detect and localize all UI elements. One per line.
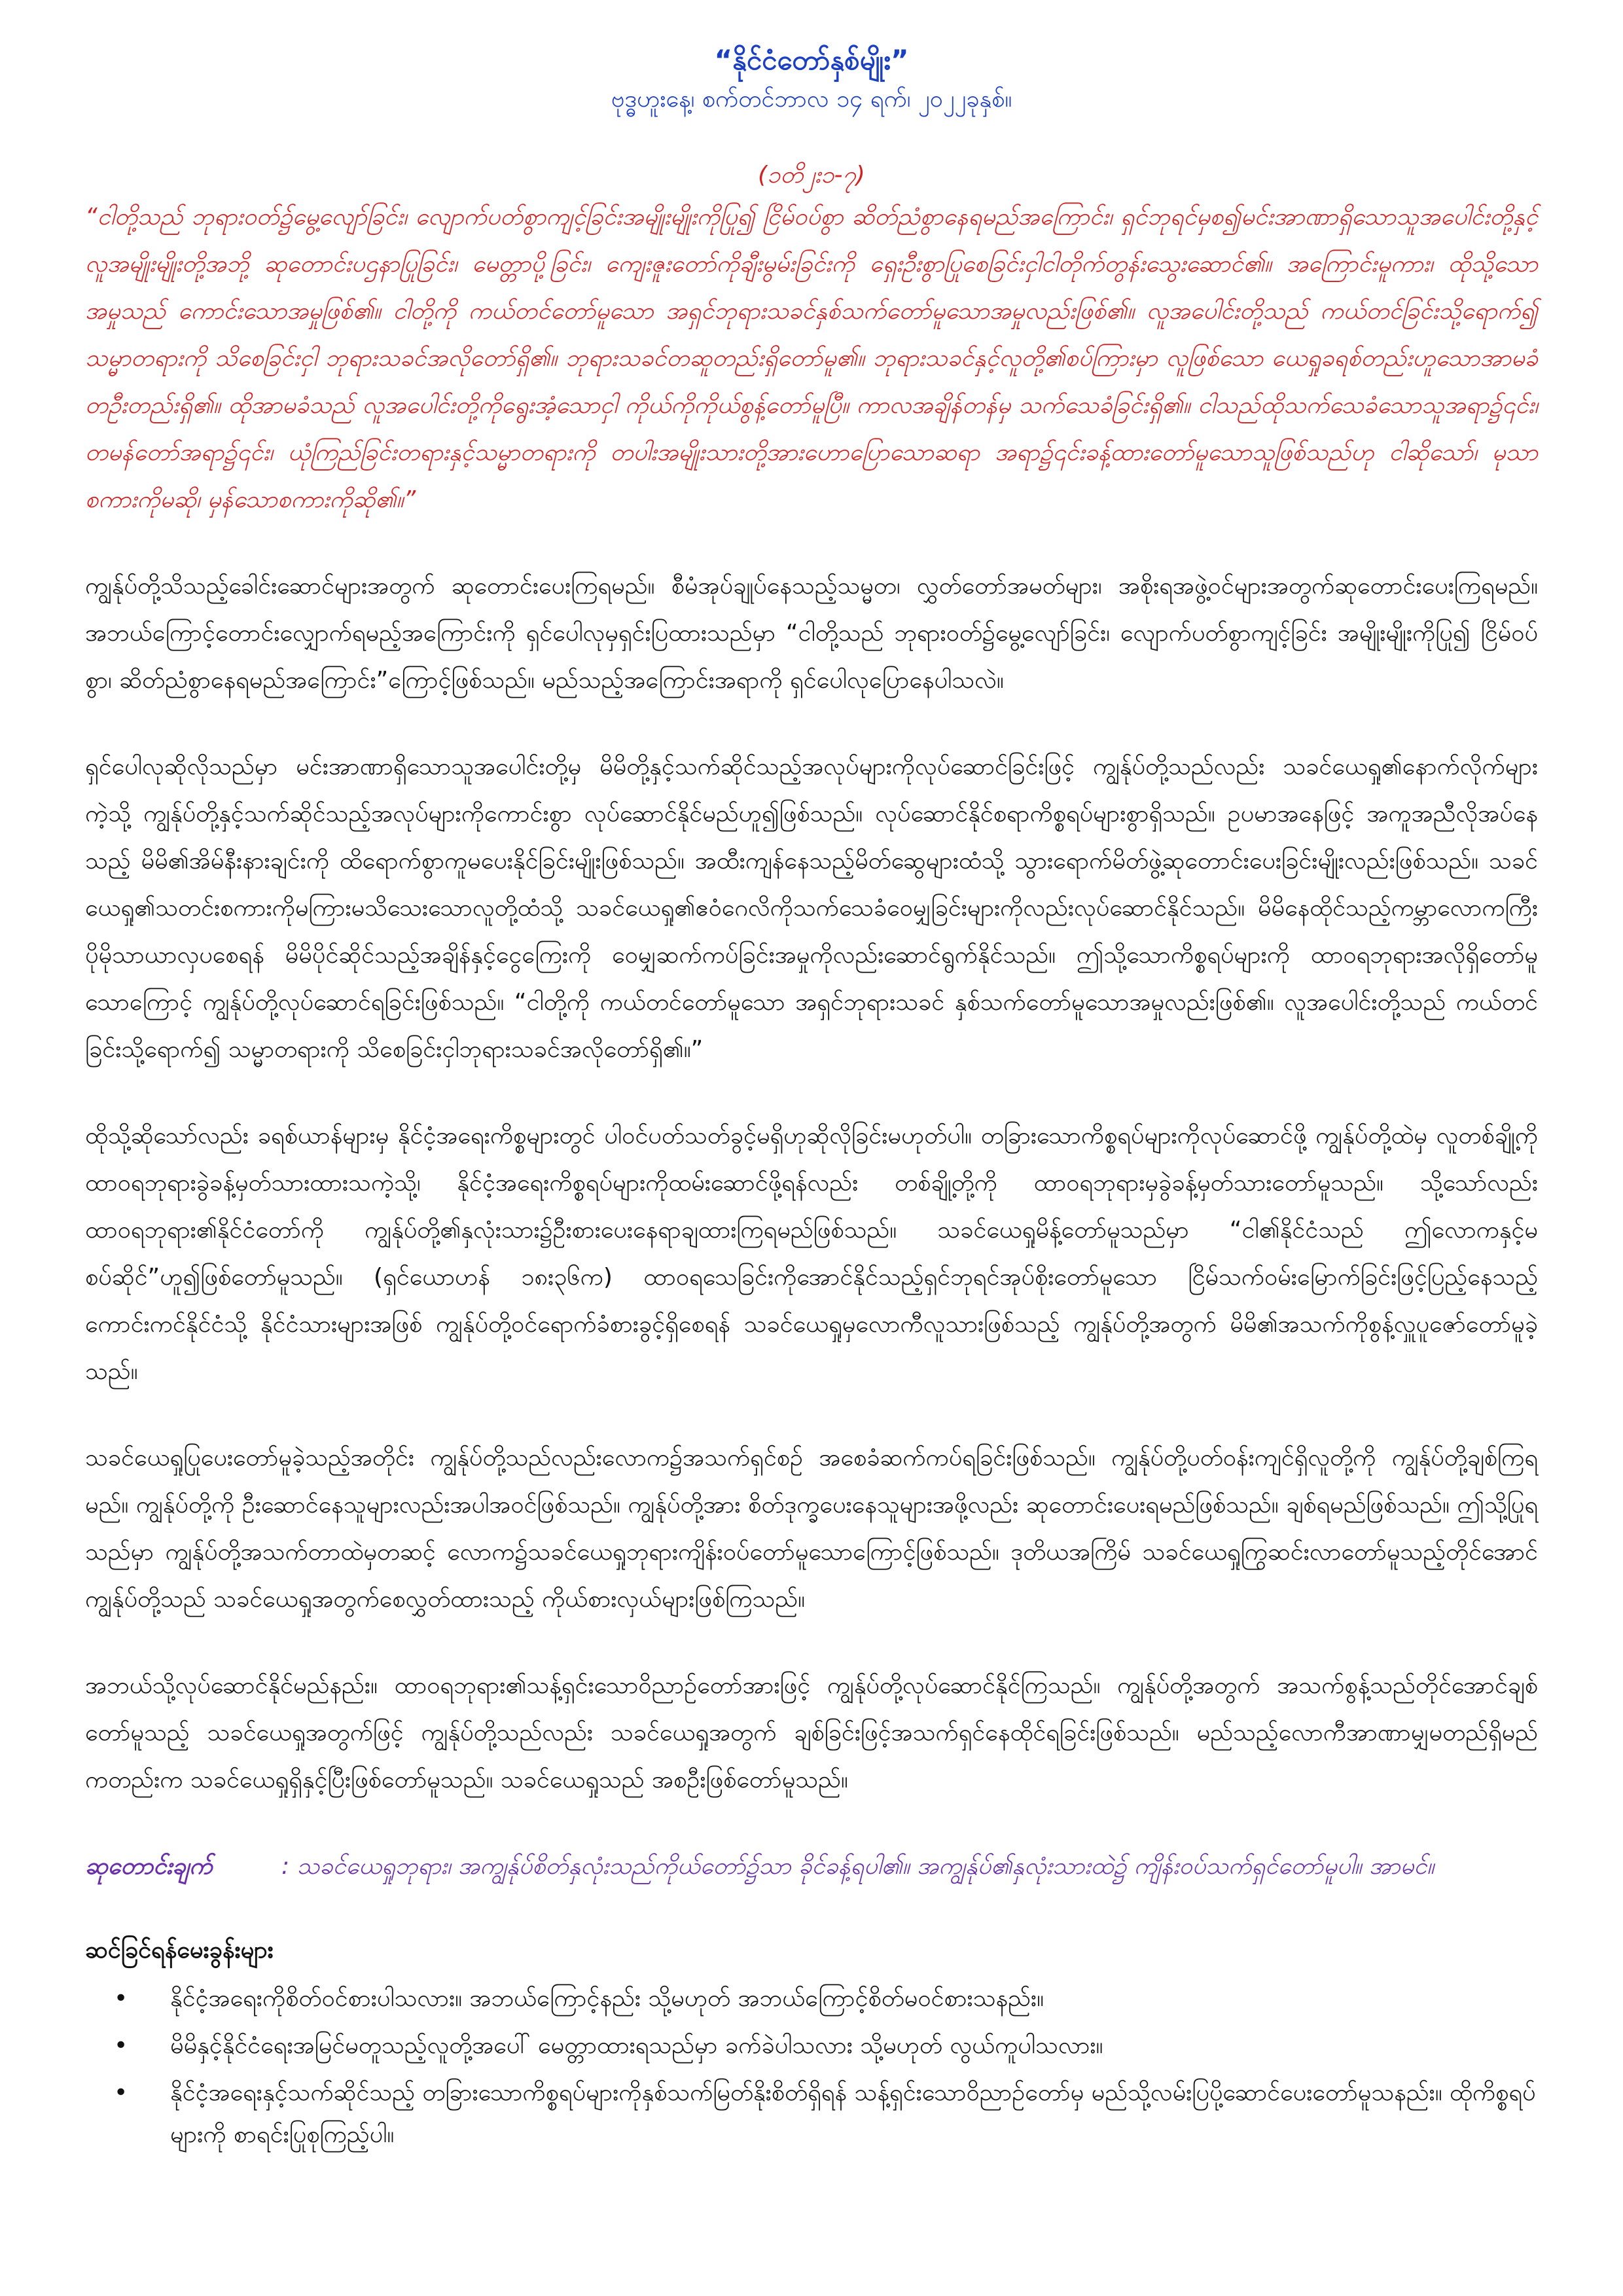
question-text: မိမိနှင့်နိုင်ငံရေးအမြင်မတူသည့်လူတို့အပေါ် မေတ္တာထားရသည်မှာ ခက်ခဲပါသလား သို့မဟုတ် လွယ်ကူပါသလား။ — [170, 2032, 1103, 2059]
question-text: နိုင်ငံ့အရေးနှင့်သက်ဆိုင်သည့် တခြားသောကိစ္စရပ်များကိုနှစ်သက်မြတ်နိုးစိတ်ရှိရန် သန့်ရှင်းသောဝိညာဉ်တော်မှ မည်သို့လမ်းပြပို့ဆောင်ပေးတော်မူသနည်း။ ထိုကိစ္စရပ်များကို စာရင်းပြုစုကြည့်ပါ။ — [170, 2079, 1536, 2148]
question-text: နိုင်ငံ့အရေးကိုစိတ်ဝင်စားပါသလား။ အဘယ်ကြောင့်နည်း သို့မဟုတ် အဘယ်ကြောင့်စိတ်မဝင်စားသနည်း။ — [170, 1985, 1044, 2012]
bullet-icon: • — [114, 1985, 128, 2012]
list-item — [85, 2072, 1538, 2156]
bullet-icon: • — [114, 2032, 128, 2059]
body-paragraph-4: သခင်ယေရှုပြုပေးတော်မူခဲ့သည့်အတိုင်း ကျွန်ုပ်တို့သည်လည်းလောက၌အသက်ရှင်စဉ် အစေခံဆက်ကပ်ရခြင်းဖြစ်သည်။ ကျွန်ုပ်တို့ပတ်ဝန်းကျင်ရှိလူတို့ကို ကျွန်ုပ်တို့ချစ်ကြရမည်။ ကျွန်ုပ်တို့ကို ဦးဆောင်နေသူများလည်းအပါအဝင်ဖြစ်သည်။ ကျွန်ုပ်တို့အား စိတ်ဒုက္ခပေးနေသူများအဖို့လည်း ဆုတောင်းပေးရမည်ဖြစ်သည်။ ချစ်ရမည်ဖြစ်သည်။ ဤသို့ပြုရသည်မှာ ကျွန်ုပ်တို့အသက်တာထဲမှတဆင့် လောက၌သခင်ယေရှုဘုရားကျိန်းဝပ်တော်မူသောကြောင့်ဖြစ်သည်။ ဒုတိယအကြိမ် သခင်ယေရှုကြွဆင်းလာတော်မူသည့်တိုင်အောင် ကျွန်ုပ်တို့သည် သခင်ယေရှုအတွက်စေလွှတ်ထားသည့် ကိုယ်စားလှယ်များဖြစ်ကြသည်။ — [85, 1444, 1538, 1613]
body-paragraph-1: ကျွန်ုပ်တို့သိသည့်ခေါင်းဆောင်များအတွက် ဆုတောင်းပေးကြရမည်။ စီမံအုပ်ချုပ်နေသည့်သမ္မတ၊ လွှတ်တော်အမတ်များ၊ အစိုးရအဖွဲ့ဝင်များအတွက်ဆုတောင်းပေးကြရမည်။ အဘယ်ကြောင့်တောင်းလျှောက်ရမည့်အကြောင်းကို ရှင်ပေါလုမှရှင်းပြထားသည်မှာ “ငါတို့သည် ဘုရားဝတ်၌မွေ့လျော်ခြင်း၊ လျောက်ပတ်စွာကျင့်ခြင်း အမျိုးမျိုးကိုပြု၍ ငြိမ်ဝပ်စွာ၊ ဆိတ်ညံစွာနေရမည်အကြောင်း”ကြောင့်ဖြစ်သည်။ မည်သည့်အကြောင်းအရာကို ရှင်ပေါလုပြောနေပါသလဲ။ — [85, 573, 1538, 694]
questions-list — [85, 1978, 1538, 2156]
scripture-text: “ငါတို့သည် ဘုရားဝတ်၌မွေ့လျော်ခြင်း၊ လျောက်ပတ်စွာကျင့်ခြင်းအမျိုးမျိုးကိုပြု၍ ငြိမ်ဝပ်စွာ ဆိတ်ညံစွာနေရမည်အကြောင်း၊ ရှင်ဘုရင်မှစ၍မင်းအာဏာရှိသောသူအပေါင်းတို့နှင့်လူအမျိုးမျိုးတို့အဘို့ ဆုတောင်းပဌနာပြုခြင်း၊ မေတ္တာပို့ခြင်း၊ ကျေးဇူးတော်ကိုချီးမွမ်းခြင်းကို ရှေးဦးစွာပြုစေခြင်းငှါငါတိုက်တွန်းသွေးဆောင်၏။ အကြောင်းမူကား၊ ထိုသို့သောအမှုသည် ကောင်းသောအမှုဖြစ်၏။ ငါတို့ကို ကယ်တင်တော်မူသော အရှင်ဘုရားသခင်နှစ်သက်တော်မူသောအမှုလည်းဖြစ်၏။ လူအပေါင်းတို့သည် ကယ်တင်ခြင်းသို့ရောက်၍ သမ္မာတရားကို သိစေခြင်းငှါ ဘုရားသခင်အလိုတော်ရှိ၏။ ဘုရားသခင်တဆူတည်းရှိတော်မူ၏။ ဘုရားသခင်နှင့်လူတို့၏စပ်ကြားမှာ လူဖြစ်သော ယေရှုခရစ်တည်းဟူသောအာမခံတဦးတည်းရှိ၏။ ထိုအာမခံသည် လူအပေါင်းတို့ကိုရွေးအံ့သောငှါ ကိုယ်ကိုကိုယ်စွန့်တော်မူပြီ။ ကာလအချိန်တန်မှ သက်သေခံခြင်းရှိ၏။ ငါသည်ထိုသက်သေခံသောသူအရာ၌၎င်း၊ တမန်တော်အရာ၌၎င်း၊ ယုံကြည်ခြင်းတရားနှင့်သမ္မာတရားကို တပါးအမျိုးသားတို့အားဟောပြောသောဆရာ အရာ၌၎င်းခန့်ထားတော်မူသောသူဖြစ်သည်ဟု ငါဆိုသော်၊ မုသာစကားကိုမဆို၊ မှန်သောစကားကိုဆို၏။” — [85, 204, 1538, 513]
date-line: ဗုဒ္ဓဟူးနေ့၊ စက်တင်ဘာလ ၁၄ ရက်၊ ၂၀၂၂ခုနှစ်။ — [611, 86, 1012, 113]
questions-heading: ဆင်ခြင်ရန်မေးခွန်းများ — [85, 1937, 274, 1964]
prayer-text: : သခင်ယေရှုဘုရား၊ အကျွန်ုပ်စိတ်နှလုံးသည်ကိုယ်တော်၌သာ ခိုင်ခန့်ရပါ၏။ အကျွန်ုပ်၏နှလုံးသားထဲ၌ ကျိန်းဝပ်သက်ရှင်တော်မူပါ။ အာမင်။ — [281, 1853, 1435, 1880]
list-item — [85, 1978, 1538, 2020]
prayer-block — [85, 1843, 1538, 1890]
body-paragraph-5: အဘယ်သို့လုပ်ဆောင်နိုင်မည်နည်း။ ထာဝရဘုရား၏သန့်ရှင်းသောဝိညာဉ်တော်အားဖြင့် ကျွန်ုပ်တို့လုပ်ဆောင်နိုင်ကြသည်။ ကျွန်ုပ်တို့အတွက် အသက်စွန့်သည်တိုင်အောင်ချစ်တော်မူသည့် သခင်ယေရှုအတွက်ဖြင့် ကျွန်ုပ်တို့သည်လည်း သခင်ယေရှုအတွက် ချစ်ခြင်းဖြင့်အသက်ရှင်နေထိုင်ရခြင်းဖြစ်သည်။ မည်သည့်လောကီအာဏာမျှမတည်ရှိမည်ကတည်းက သခင်ယေရှုရှိနှင့်ပြီးဖြစ်တော်မူသည်။ သခင်ယေရှုသည် အစဦးဖြစ်တော်မူသည်။ — [85, 1672, 1538, 1793]
prayer-label: ဆုတောင်းချက် — [85, 1853, 213, 1880]
body-paragraph-2: ရှင်ပေါလုဆိုလိုသည်မှာ မင်းအာဏာရှိသောသူအပေါင်းတို့မှ မိမိတို့နှင့်သက်ဆိုင်သည့်အလုပ်များကိုလုပ်ဆောင်ခြင်းဖြင့် ကျွန်ုပ်တို့သည်လည်း သခင်ယေရှု၏နောက်လိုက်များကဲ့သို့ ကျွန်ုပ်တို့နှင့်သက်ဆိုင်သည့်အလုပ်များကိုကောင်းစွာ လုပ်ဆောင်နိုင်မည်ဟူ၍ဖြစ်သည်။ လုပ်ဆောင်နိုင်စရာကိစ္စရပ်များစွာရှိသည်။ ဥပမာအနေဖြင့် အကူအညီလိုအပ်နေသည့် မိမိ၏အိမ်နီးနားချင်းကို ထိရောက်စွာကူမပေးနိုင်ခြင်းမျိုးဖြစ်သည်။ အထီးကျန်နေသည့်မိတ်ဆွေများထံသို့ သွားရောက်မိတ်ဖွဲ့ဆုတောင်းပေးခြင်းမျိုးလည်းဖြစ်သည်။ သခင်ယေရှု၏သတင်းစကားကိုမကြားမသိသေးသောလူတို့ထံသို့ သခင်ယေရှု၏ဧဝံဂေလိကိုသက်သေခံဝေမျှခြင်းများကိုလည်းလုပ်ဆောင်နိုင်သည်။ မိမိနေထိုင်သည့်ကမ္ဘာလောကကြီး ပိုမိုသာယာလှပစေရန် မိမိပိုင်ဆိုင်သည့်အချိန်နှင့်ငွေကြေးကို ဝေမျှဆက်ကပ်ခြင်းအမှုကိုလည်းဆောင်ရွက်နိုင်သည်။ ဤသို့သောကိစ္စရပ်များကို ထာဝရဘုရားအလိုရှိတော်မူသောကြောင့် ကျွန်ုပ်တို့လုပ်ဆောင်ရခြင်းဖြစ်သည်။ “ငါတို့ကို ကယ်တင်တော်မူသော အရှင်ဘုရားသခင် နှစ်သက်တော်မူသောအမှုလည်းဖြစ်၏။ လူအပေါင်းတို့သည် ကယ်တင်ခြင်းသို့ရောက်၍ သမ္မာတရားကို သိစေခြင်းငှါဘုရားသခင်အလိုတော်ရှိ၏။” — [85, 753, 1538, 1063]
page-title: “နိုင်ငံတော်နှစ်မျိုး” — [714, 44, 909, 76]
body-paragraph-3: ထိုသို့ဆိုသော်လည်း ခရစ်ယာန်များမှ နိုင်ငံ့အရေးကိစ္စများတွင် ပါဝင်ပတ်သတ်ခွင့်မရှိဟုဆိုလိုခြင်းမဟုတ်ပါ။ တခြားသောကိစ္စရပ်များကိုလုပ်ဆောင်ဖို့ ကျွန်ုပ်တို့ထဲမှ လူတစ်ချို့ကို ထာဝရဘုရားခွဲခန့်မှတ်သားထားသကဲ့သို့၊ နိုင်ငံ့အရေးကိစ္စရပ်များကိုထမ်းဆောင်ဖို့ရန်လည်း တစ်ချို့တို့ကို ထာဝရဘုရားမှခွဲခန့်မှတ်သားတော်မူသည်။ သို့သော်လည်း ထာဝရဘုရား၏နိုင်ငံတော်ကို ကျွန်ုပ်တို့၏နှလုံးသား၌ဦးစားပေးနေရာချထားကြရမည်ဖြစ်သည်။ သခင်ယေရှုမိန့်တော်မူသည်မှာ “ငါ၏နိုင်ငံသည် ဤလောကနှင့်မစပ်ဆိုင်”ဟူ၍ဖြစ်တော်မူသည်။ (ရှင်ယောဟန် ၁၈း၃၆က) ထာဝရသေခြင်းကိုအောင်နိုင်သည့်ရှင်ဘုရင်အုပ်စိုးတော်မူသော ငြိမ်သက်ဝမ်းမြောက်ခြင်းဖြင့်ပြည့်နေသည့်ကောင်းကင်နိုင်ငံသို့ နိုင်ငံသားများအဖြစ် ကျွန်ုပ်တို့ဝင်ရောက်ခံစားခွင့်ရှိစေရန် သခင်ယေရှုမှလောကီလူသားဖြစ်သည့် ကျွန်ုပ်တို့အတွက် မိမိ၏အသက်ကိုစွန့်လှူပူဇော်တော်မူခဲ့သည်။ — [85, 1122, 1538, 1385]
scripture-reference: (၁တိ၂း၁-၇) — [758, 162, 865, 188]
bullet-icon: • — [114, 2079, 128, 2106]
devotional-page — [85, 39, 1538, 2161]
list-item — [85, 2025, 1538, 2067]
